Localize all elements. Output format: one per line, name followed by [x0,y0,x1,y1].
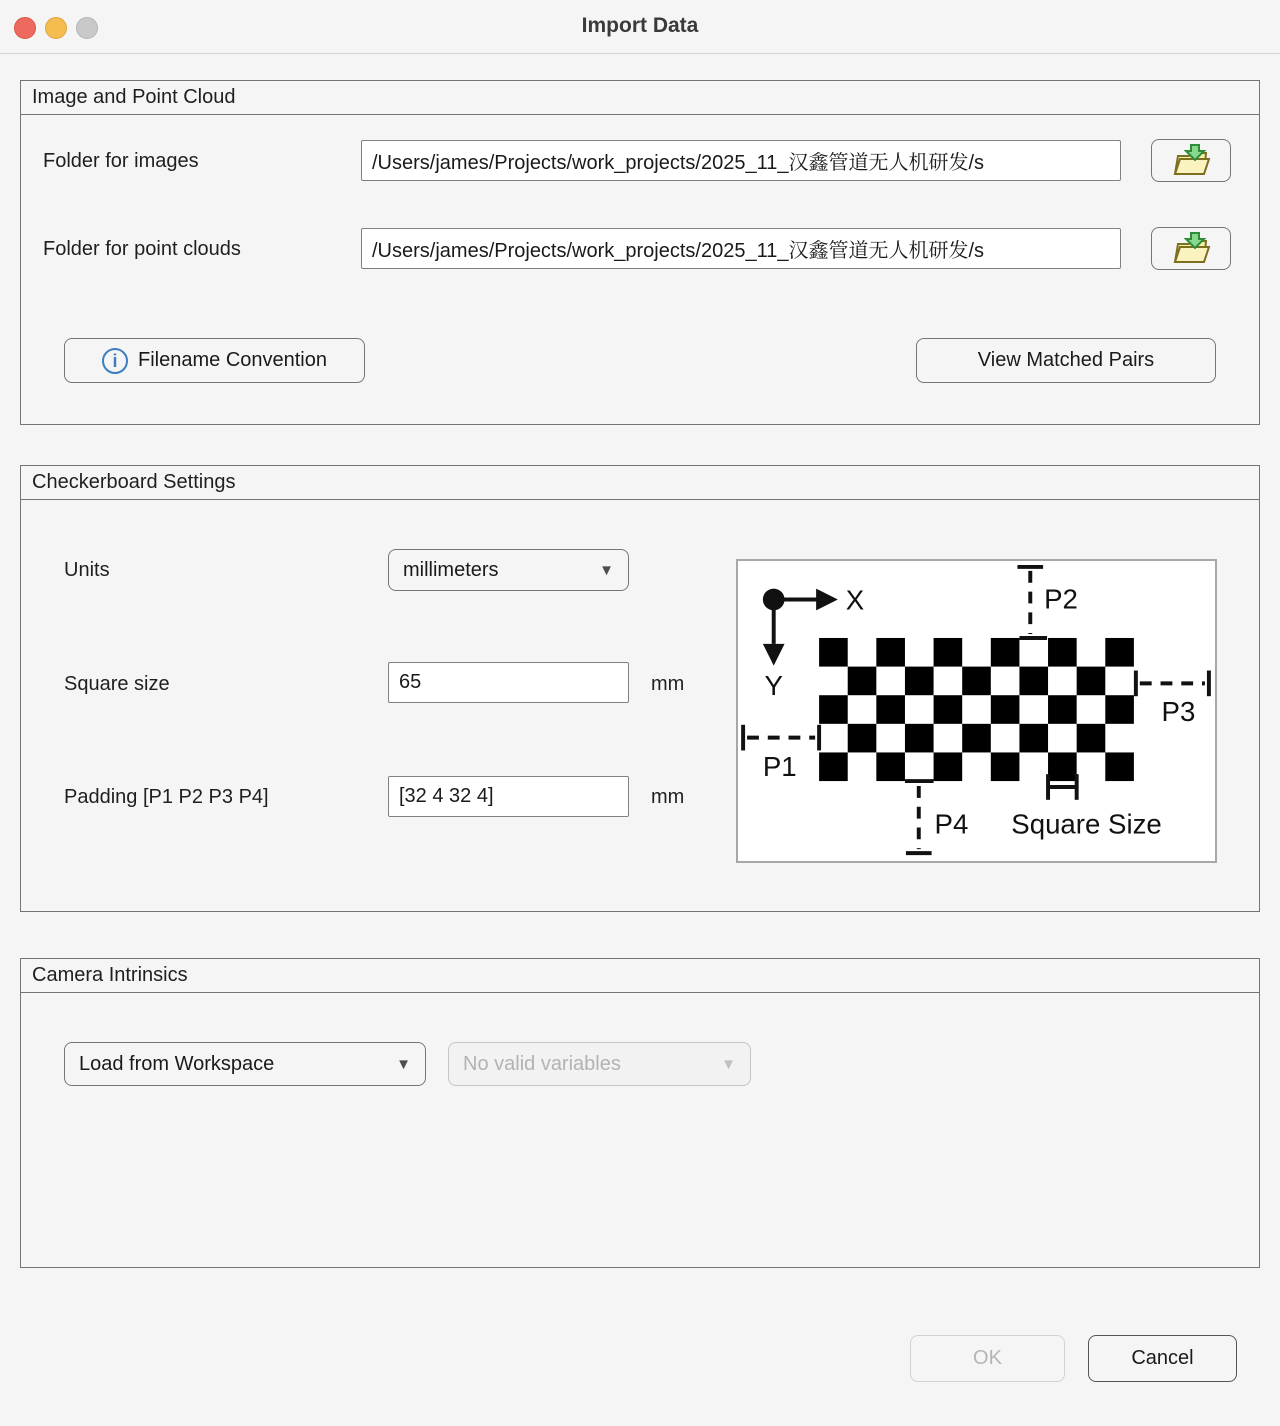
filename-convention-button[interactable] [64,338,365,383]
square-size-input[interactable] [388,662,629,703]
intrinsics-variable-dropdown [448,1042,751,1086]
intrinsics-source-dropdown[interactable] [64,1042,426,1086]
ok-button-label: OK [973,1347,1002,1369]
y-axis-arrowhead [763,644,785,666]
checkerboard-diagram [736,559,1217,863]
x-axis-label: X [845,584,865,616]
title-bar [0,0,1280,54]
units-dropdown-value: millimeters [403,558,499,581]
p1-label: P1 [762,751,797,783]
p2-label: P2 [1044,583,1078,615]
folder-open-icon [1169,231,1213,267]
info-icon: i [102,348,128,374]
intrinsics-source-value: Load from Workspace [79,1052,275,1075]
folder-images-input[interactable] [361,140,1121,181]
camera-intrinsics-header: Camera Intrinsics [21,959,1259,993]
image-point-cloud-panel [20,80,1260,425]
p4-label: P4 [934,808,969,840]
folder-open-icon [1169,143,1213,179]
square-size-label: Square size [64,673,170,695]
folder-pointclouds-label: Folder for point clouds [43,238,241,260]
window-title: Import Data [581,14,699,37]
padding-input[interactable] [388,776,629,817]
cancel-button-label: Cancel [1131,1347,1194,1369]
cancel-button[interactable] [1088,1335,1237,1382]
square-size-diagram-label: Square Size [1011,808,1162,840]
filename-convention-label: Filename Convention [138,349,327,371]
square-size-unit-label: mm [651,673,685,695]
checkerboard-settings-panel [20,465,1260,912]
x-axis-arrowhead [816,589,838,611]
p3-label: P3 [1161,695,1196,727]
browse-images-button[interactable] [1151,139,1231,182]
padding-label: Padding [P1 P2 P3 P4] [64,786,269,808]
image-point-cloud-header: Image and Point Cloud [21,81,1259,115]
view-matched-pairs-label: View Matched Pairs [977,349,1155,371]
padding-unit-label: mm [651,786,685,808]
checkerboard-board [819,638,1134,781]
chevron-down-icon: ▼ [721,1055,736,1073]
chevron-down-icon: ▼ [396,1055,411,1073]
intrinsics-variable-value: No valid variables [463,1052,621,1075]
units-label: Units [64,559,110,581]
view-matched-pairs-button[interactable] [916,338,1216,383]
checkerboard-settings-header: Checkerboard Settings [21,466,1259,500]
folder-images-label: Folder for images [43,150,199,172]
y-axis-label: Y [764,670,783,702]
camera-intrinsics-panel [20,958,1260,1268]
folder-pointclouds-input[interactable] [361,228,1121,269]
units-dropdown[interactable] [388,549,629,591]
chevron-down-icon: ▼ [599,561,614,579]
browse-pointclouds-button[interactable] [1151,227,1231,270]
ok-button [910,1335,1065,1382]
checkerboard-diagram-svg [738,561,1215,861]
